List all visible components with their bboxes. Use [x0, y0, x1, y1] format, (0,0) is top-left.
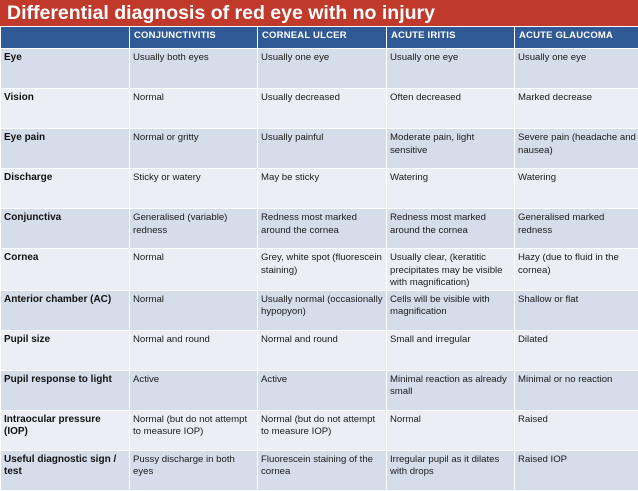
corneal-ulcer-cell: Usually one eye — [258, 49, 387, 89]
corneal-ulcer-cell: Fluorescein staining of the cornea — [258, 450, 387, 490]
row-label: Cornea — [1, 249, 130, 291]
acute-iritis-cell: Moderate pain, light sensitive — [387, 129, 515, 169]
acute-glaucoma-cell: Shallow or flat — [515, 290, 638, 330]
acute-glaucoma-cell: Severe pain (headache and nausea) — [515, 129, 638, 169]
acute-iritis-cell: Irregular pupil as it dilates with drops — [387, 450, 515, 490]
corneal-ulcer-cell: Usually normal (occasionally hypopyon) — [258, 290, 387, 330]
slide-title: Differential diagnosis of red eye with no injury — [7, 1, 435, 25]
acute-glaucoma-cell: Raised IOP — [515, 450, 638, 490]
header-corneal-ulcer: CORNEAL ULCER — [258, 27, 387, 49]
table-row — [1, 89, 638, 129]
acute-iritis-cell: Redness most marked around the cornea — [387, 209, 515, 249]
conjunctivitis-cell: Pussy discharge in both eyes — [130, 450, 258, 490]
corneal-ulcer-cell: Usually painful — [258, 129, 387, 169]
conjunctivitis-cell: Sticky or watery — [130, 169, 258, 209]
header-acute-glaucoma: ACUTE GLAUCOMA — [515, 27, 638, 49]
corneal-ulcer-cell: Normal and round — [258, 330, 387, 370]
row-label: Conjunctiva — [1, 209, 130, 249]
acute-iritis-cell: Cells will be visible with magnification — [387, 290, 515, 330]
table-row — [1, 209, 638, 249]
row-label: Eye — [1, 49, 130, 89]
table-row — [1, 249, 638, 291]
acute-glaucoma-cell: Usually one eye — [515, 49, 638, 89]
table-row — [1, 450, 638, 490]
conjunctivitis-cell: Normal — [130, 249, 258, 291]
acute-iritis-cell: Usually clear, (keratitic precipitates may be visible with magnification) — [387, 249, 515, 291]
table-header-row — [1, 27, 638, 49]
table-row — [1, 169, 638, 209]
differential-diagnosis-table — [0, 26, 638, 491]
header-conjunctivitis: CONJUNCTIVITIS — [130, 27, 258, 49]
conjunctivitis-cell: Active — [130, 370, 258, 410]
acute-iritis-cell: Small and irregular — [387, 330, 515, 370]
title-bar — [0, 0, 638, 26]
row-label: Pupil response to light — [1, 370, 130, 410]
conjunctivitis-cell: Normal and round — [130, 330, 258, 370]
corneal-ulcer-cell: Normal (but do not attempt to measure IOP) — [258, 410, 387, 450]
acute-glaucoma-cell: Hazy (due to fluid in the cornea) — [515, 249, 638, 291]
row-label: Discharge — [1, 169, 130, 209]
acute-iritis-cell: Normal — [387, 410, 515, 450]
acute-iritis-cell: Usually one eye — [387, 49, 515, 89]
corneal-ulcer-cell: Active — [258, 370, 387, 410]
conjunctivitis-cell: Normal — [130, 290, 258, 330]
acute-iritis-cell: Watering — [387, 169, 515, 209]
table-row — [1, 410, 638, 450]
table-row — [1, 370, 638, 410]
row-label: Vision — [1, 89, 130, 129]
conjunctivitis-cell: Generalised (variable) redness — [130, 209, 258, 249]
row-label: Anterior chamber (AC) — [1, 290, 130, 330]
header-blank-cell — [1, 27, 130, 49]
acute-glaucoma-cell: Raised — [515, 410, 638, 450]
corneal-ulcer-cell: Grey, white spot (fluorescein staining) — [258, 249, 387, 291]
acute-glaucoma-cell: Watering — [515, 169, 638, 209]
header-acute-iritis: ACUTE IRITIS — [387, 27, 515, 49]
row-label: Eye pain — [1, 129, 130, 169]
table-row — [1, 330, 638, 370]
row-label: Useful diagnostic sign / test — [1, 450, 130, 490]
corneal-ulcer-cell: May be sticky — [258, 169, 387, 209]
conjunctivitis-cell: Normal or gritty — [130, 129, 258, 169]
table-row — [1, 49, 638, 89]
corneal-ulcer-cell: Redness most marked around the cornea — [258, 209, 387, 249]
conjunctivitis-cell: Normal (but do not attempt to measure IOP) — [130, 410, 258, 450]
row-label: Pupil size — [1, 330, 130, 370]
acute-iritis-cell: Minimal reaction as already small — [387, 370, 515, 410]
acute-iritis-cell: Often decreased — [387, 89, 515, 129]
table-row — [1, 290, 638, 330]
acute-glaucoma-cell: Minimal or no reaction — [515, 370, 638, 410]
acute-glaucoma-cell: Dilated — [515, 330, 638, 370]
acute-glaucoma-cell: Generalised marked redness — [515, 209, 638, 249]
conjunctivitis-cell: Normal — [130, 89, 258, 129]
acute-glaucoma-cell: Marked decrease — [515, 89, 638, 129]
row-label: Intraocular pressure (IOP) — [1, 410, 130, 450]
corneal-ulcer-cell: Usually decreased — [258, 89, 387, 129]
table-row — [1, 129, 638, 169]
conjunctivitis-cell: Usually both eyes — [130, 49, 258, 89]
